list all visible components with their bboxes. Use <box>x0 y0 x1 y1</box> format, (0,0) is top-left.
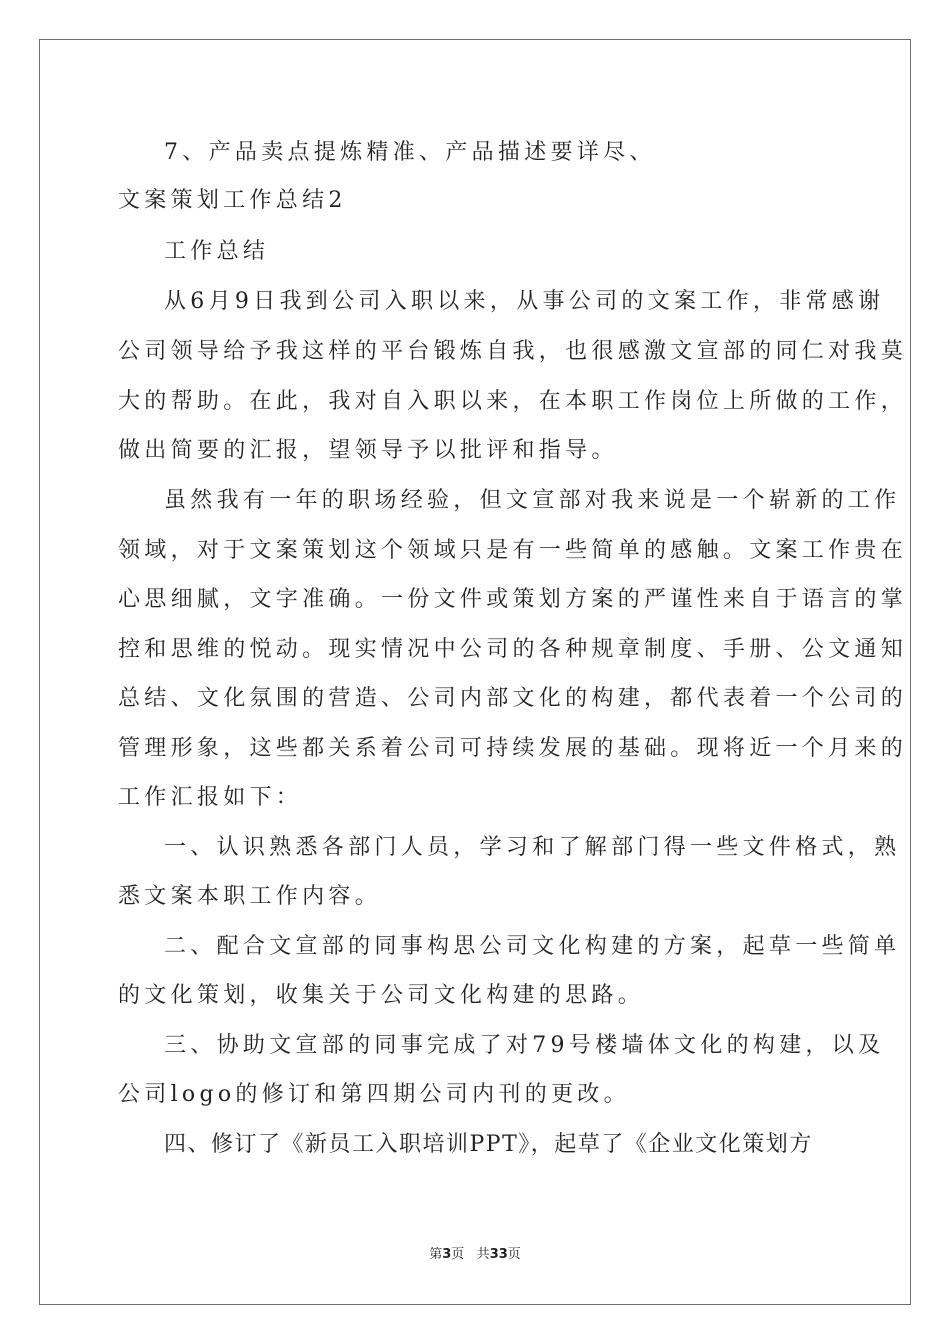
text-line: 一、认识熟悉各部门人员，学习和了解部门得一些文件格式，熟 <box>164 835 901 860</box>
text-line: 二、配合文宣部的同事构思公司文化构建的方案，起草一些简单 <box>164 934 901 959</box>
text-line: 管理形象，这些都关系着公司可持续发展的基础。现将近一个月来的 <box>118 736 908 761</box>
page-current: 3 <box>442 1247 452 1262</box>
page-unit: 页 <box>451 1247 465 1262</box>
page-total: 33 <box>489 1247 508 1262</box>
page-border <box>39 39 911 1305</box>
text-line: 心思细腻，文字准确。一份文件或策划方案的严谨性来自于语言的掌 <box>118 587 908 612</box>
text-line: 虽然我有一年的职场经验，但文宣部对我来说是一个崭新的工作 <box>164 488 901 513</box>
text-line: 公司领导给予我这样的平台锻炼自我，也很感激文宣部的同仁对我莫 <box>118 339 908 364</box>
text-line: 控和思维的悦动。现实情况中公司的各种规章制度、手册、公文通知 <box>118 637 908 662</box>
text-line: 工作汇报如下： <box>118 785 303 810</box>
total-unit: 页 <box>507 1247 521 1262</box>
text-line: 从6月9日我到公司入职以来，从事公司的文案工作，非常感谢 <box>164 289 885 314</box>
text-line: 总结、文化氛围的营造、公司内部文化的构建，都代表着一个公司的 <box>118 686 908 711</box>
text-line: 7、产品卖点提炼精准、产品描述要详尽、 <box>164 140 656 165</box>
text-line: 的文化策划，收集关于公司文化构建的思路。 <box>118 983 645 1008</box>
text-line: 做出简要的汇报，望领导予以批评和指导。 <box>118 438 618 463</box>
subheading: 工作总结 <box>164 239 270 264</box>
text-line: 四、修订了《新员工入职培训PPT》，起草了《企业文化策划方 <box>164 1132 813 1157</box>
page-footer <box>0 1246 950 1264</box>
total-prefix: 共 <box>476 1247 490 1262</box>
text-line: 大的帮助。在此，我对自入职以来，在本职工作岗位上所做的工作， <box>118 389 908 414</box>
page-prefix: 第 <box>429 1247 443 1262</box>
text-line: 领域，对于文案策划这个领域只是有一些简单的感触。文案工作贵在 <box>118 538 908 563</box>
text-line: 公司logo的修订和第四期公司内刊的更改。 <box>118 1082 630 1107</box>
text-line: 三、协助文宣部的同事完成了对79号楼墙体文化的构建，以及 <box>164 1033 885 1058</box>
section-heading: 文案策划工作总结2 <box>118 188 347 213</box>
text-line: 悉文案本职工作内容。 <box>118 884 382 909</box>
